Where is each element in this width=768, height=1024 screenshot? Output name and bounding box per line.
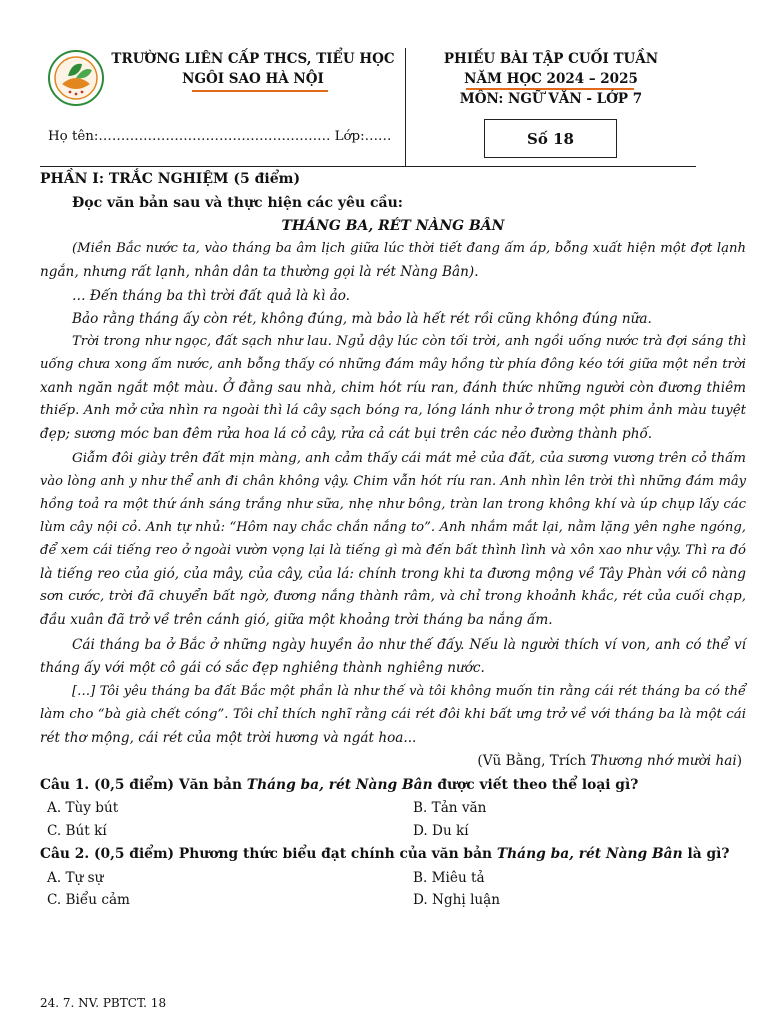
passage-line: […] Tôi yêu tháng ba đất Bắc một phần là như thế và tôi không muốn tin rằng cái rét tháng ba có thể xyxy=(72,684,746,699)
q1-option-b[interactable]: B. Tản văn xyxy=(413,800,487,816)
q2-option-c[interactable]: C. Biểu cảm xyxy=(47,892,130,908)
passage-line: xanh ngăn ngắt một màu. Ở đằng sau nhà, chim hót ríu ran, đánh thức những người còn đương thiêm xyxy=(40,380,746,396)
question-2: Câu 2. (0,5 điểm) Phương thức biểu đạt chính của văn bản Tháng ba, rét Nàng Bân là gì? xyxy=(40,846,730,862)
passage-line: Cái tháng ba ở Bắc ở những ngày huyền ảo như thế đấy. Nếu là người thích ví von, anh có thể ví xyxy=(72,637,746,653)
passage-line: vào lòng anh y như thể anh đi chân không vậy. Chim vẫn hót ríu ran. Anh nhìn lên trời thì những đám mây xyxy=(40,474,746,489)
passage-line: thiếp. Anh mở cửa nhìn ra ngoài thì lá cây sạch bóng ra, lóng lánh như ở trong một phim ảnh màu tuyệt xyxy=(40,403,746,418)
school-logo xyxy=(48,50,104,106)
passage-line: rét thơ mộng, cái rét của một trời hương và ngát hoa... xyxy=(40,730,417,746)
school-name-line2: NGÔI SAO HÀ NỘI xyxy=(182,71,324,87)
passage-line: uống chưa xong ấm nước, anh bỗng thấy có những đám mây hồng từ phía đông kéo tới giữa một nền trời xyxy=(40,357,746,372)
school-year: NĂM HỌC 2024 – 2025 xyxy=(464,71,638,87)
passage-line: sơn cước, trời đã chuyển bất ngờ, đương nắng thành râm, và chỉ trong khoảnh khắc, rét của cuối chạp, xyxy=(40,589,746,604)
passage-line: đầu xuân đã trở về trên cánh gió, giữa một khoảng trời tháng ba nắng ấm. xyxy=(40,612,553,628)
passage-line: Bảo rằng tháng ấy còn rét, không đúng, mà bảo là hết rét rồi cũng không đúng nữa. xyxy=(72,311,652,327)
header-bottom-rule xyxy=(40,166,696,167)
passage-title: THÁNG BA, RÉT NÀNG BÂN xyxy=(281,218,505,234)
school-name-line1: TRƯỜNG LIÊN CẤP THCS, TIỂU HỌC xyxy=(111,51,395,67)
page-footer-code: 24. 7. NV. PBTCT. 18 xyxy=(40,996,167,1010)
passage-line: Trời trong như ngọc, đất sạch như lau. Ngủ dậy lúc còn tối trời, anh ngồi uống nước trà đợi sáng thì xyxy=(72,334,746,349)
passage-line: ngắn, nhưng rất lạnh, nhân dân ta thường gọi là rét Nàng Bân). xyxy=(40,264,479,280)
passage-line: là tiếng reo của gió, của mây, của cây, của lá: chính trong khi ta đương mộng về Tây Phàn với cô nàng xyxy=(40,566,746,582)
passage-line: đẹp; sương móc ban đêm rửa hoa lá cỏ cây, rửa cả cát bụi trên các nẻo đường thành phố. xyxy=(40,426,653,442)
section-title: PHẦN I: TRẮC NGHIỆM (5 điểm) xyxy=(40,171,301,187)
passage-line: Giẫm đôi giày trên đất mịn màng, anh cảm thấy cái mát mẻ của đất, của sương vương trên cỏ thấm xyxy=(72,451,746,466)
passage-line: để xem cái tiếng reo ở ngoài vườn vọng lại là tiếng gì mà đến bất thình lình và xôn xao như vậy. Thì ra đó xyxy=(40,543,746,558)
passage-line: (Miền Bắc nước ta, vào tháng ba âm lịch giữa lúc thời tiết đang ấm áp, bỗng xuất hiện một đợt lạnh xyxy=(72,241,746,256)
subject: MÔN: NGỮ VĂN - LỚP 7 xyxy=(459,91,643,107)
q1-option-d[interactable]: D. Du kí xyxy=(413,823,469,839)
q2-option-d[interactable]: D. Nghị luận xyxy=(413,892,501,908)
q2-option-a[interactable]: A. Tự sự xyxy=(47,870,104,886)
passage-line: làm cho “bà già chết cóng”. Tôi chỉ thích nghĩ rằng cái rét đôi khi bất ưng trở về với tháng ba là một cái xyxy=(40,707,746,722)
name-class-field[interactable]: Họ tên:……………………………………………. Lớp:…… xyxy=(48,129,392,144)
sheet-number-box: Số 18 xyxy=(484,119,617,158)
q1-option-a[interactable]: A. Tùy bút xyxy=(47,800,119,816)
passage-line: hồng toả ra một thứ ánh sáng trắng như sữa, nhẹ như bông, tràn lan trong không khí và úp chụp lấy các xyxy=(40,497,746,512)
passage-line: lùm cây nội cỏ. Anh tự nhủ: “Hôm nay chắc chắn nắng to”. Anh nhắm mắt lại, nằm lặng yên nghe ngóng, xyxy=(40,520,746,535)
passage-line: tháng ấy với một cô gái có sắc đẹp nghiêng thành nghiêng nước. xyxy=(40,660,485,676)
q2-option-b[interactable]: B. Miêu tả xyxy=(413,870,485,886)
question-1: Câu 1. (0,5 điểm) Văn bản Tháng ba, rét Nàng Bân được viết theo thể loại gì? xyxy=(40,777,639,793)
sheet-title: PHIẾU BÀI TẬP CUỐI TUẦN xyxy=(443,51,659,67)
source-citation: (Vũ Bằng, Trích Thương nhớ mười hai) xyxy=(477,753,742,769)
passage-line: … Đến tháng ba thì trời đất quả là kì ảo. xyxy=(72,288,351,304)
school-underline xyxy=(192,90,328,92)
instruction: Đọc văn bản sau và thực hiện các yêu cầu: xyxy=(72,195,403,211)
q1-option-c[interactable]: C. Bút kí xyxy=(47,823,107,839)
